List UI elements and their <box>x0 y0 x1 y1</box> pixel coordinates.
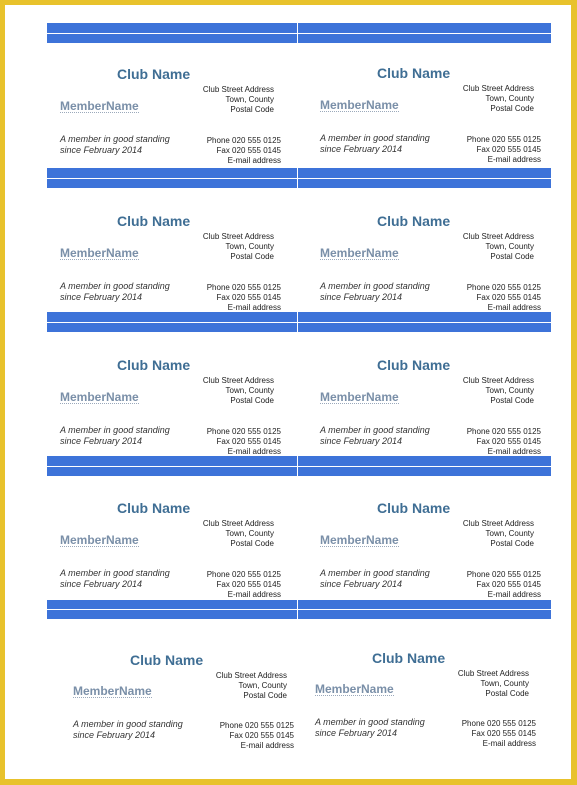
club-name: Club Name <box>117 213 191 229</box>
street-address: Club Street Address <box>202 85 274 94</box>
member-name: MemberName <box>320 533 399 547</box>
standing-text: A member in good standing since February 2014 <box>320 281 430 302</box>
email-address: E-mail address <box>227 590 281 599</box>
postal-code: Postal Code <box>490 104 534 113</box>
club-address <box>216 671 287 701</box>
standing-text: A member in good standing since February 2014 <box>60 568 170 589</box>
phone-number: Phone 020 555 0125 <box>206 136 281 145</box>
club-address <box>203 519 274 549</box>
contact-info <box>220 721 294 751</box>
street-address: Club Street Address <box>457 669 529 678</box>
fax-number: Fax 020 555 0145 <box>216 580 281 589</box>
email-address: E-mail address <box>487 155 541 164</box>
postal-code: Postal Code <box>485 689 529 698</box>
club-name: Club Name <box>377 65 451 81</box>
town-county: Town, County <box>485 242 534 251</box>
member-card <box>57 63 297 183</box>
email-address: E-mail address <box>487 303 541 312</box>
town-county: Town, County <box>238 681 287 690</box>
email-address: E-mail address <box>240 741 294 750</box>
town-county: Town, County <box>485 94 534 103</box>
fax-number: Fax 020 555 0145 <box>476 293 541 302</box>
street-address: Club Street Address <box>202 519 274 528</box>
fax-number: Fax 020 555 0145 <box>476 145 541 154</box>
club-address <box>203 85 274 115</box>
phone-number: Phone 020 555 0125 <box>466 283 541 292</box>
street-address: Club Street Address <box>202 232 274 241</box>
contact-info <box>207 427 281 457</box>
member-card <box>70 649 310 769</box>
member-card <box>317 497 557 617</box>
club-name: Club Name <box>117 500 191 516</box>
phone-number: Phone 020 555 0125 <box>466 570 541 579</box>
email-address: E-mail address <box>482 739 536 748</box>
postal-code: Postal Code <box>230 105 274 114</box>
club-address <box>203 232 274 262</box>
club-name: Club Name <box>130 652 204 668</box>
club-address <box>463 84 534 114</box>
club-address <box>463 376 534 406</box>
email-address: E-mail address <box>227 447 281 456</box>
email-address: E-mail address <box>227 303 281 312</box>
contact-info <box>207 136 281 166</box>
contact-info <box>207 283 281 313</box>
standing-text: A member in good standing since February 2014 <box>320 133 430 154</box>
standing-text: A member in good standing since February 2014 <box>60 134 170 155</box>
member-name: MemberName <box>60 99 139 113</box>
email-address: E-mail address <box>227 156 281 165</box>
postal-code: Postal Code <box>490 252 534 261</box>
town-county: Town, County <box>225 242 274 251</box>
fax-number: Fax 020 555 0145 <box>216 146 281 155</box>
standing-text: A member in good standing since February 2014 <box>73 719 183 740</box>
postal-code: Postal Code <box>490 539 534 548</box>
member-name: MemberName <box>60 533 139 547</box>
club-name: Club Name <box>372 650 446 666</box>
town-county: Town, County <box>225 95 274 104</box>
town-county: Town, County <box>225 386 274 395</box>
town-county: Town, County <box>225 529 274 538</box>
town-county: Town, County <box>485 529 534 538</box>
street-address: Club Street Address <box>462 376 534 385</box>
phone-number: Phone 020 555 0125 <box>206 427 281 436</box>
town-county: Town, County <box>485 386 534 395</box>
email-address: E-mail address <box>487 590 541 599</box>
phone-number: Phone 020 555 0125 <box>461 719 536 728</box>
postal-code: Postal Code <box>490 396 534 405</box>
member-name: MemberName <box>73 684 152 698</box>
phone-number: Phone 020 555 0125 <box>219 721 294 730</box>
member-card <box>317 354 557 474</box>
member-card <box>57 497 297 617</box>
fax-number: Fax 020 555 0145 <box>216 293 281 302</box>
club-name: Club Name <box>377 500 451 516</box>
fax-number: Fax 020 555 0145 <box>216 437 281 446</box>
postal-code: Postal Code <box>230 396 274 405</box>
street-address: Club Street Address <box>202 376 274 385</box>
fax-number: Fax 020 555 0145 <box>476 437 541 446</box>
club-name: Club Name <box>117 357 191 373</box>
club-name: Club Name <box>377 357 451 373</box>
fax-number: Fax 020 555 0145 <box>476 580 541 589</box>
separator-band-top <box>47 23 551 43</box>
fax-number: Fax 020 555 0145 <box>471 729 536 738</box>
standing-text: A member in good standing since February 2014 <box>315 717 425 738</box>
postal-code: Postal Code <box>230 252 274 261</box>
street-address: Club Street Address <box>462 84 534 93</box>
club-name: Club Name <box>377 213 451 229</box>
phone-number: Phone 020 555 0125 <box>206 570 281 579</box>
street-address: Club Street Address <box>462 519 534 528</box>
street-address: Club Street Address <box>462 232 534 241</box>
member-card <box>312 647 552 767</box>
member-card <box>57 210 297 330</box>
standing-text: A member in good standing since February 2014 <box>60 425 170 446</box>
standing-text: A member in good standing since February 2014 <box>320 568 430 589</box>
postal-code: Postal Code <box>243 691 287 700</box>
town-county: Town, County <box>480 679 529 688</box>
member-card <box>317 210 557 330</box>
member-name: MemberName <box>315 682 394 696</box>
member-card <box>317 62 557 182</box>
contact-info <box>462 719 536 749</box>
member-name: MemberName <box>60 246 139 260</box>
postal-code: Postal Code <box>230 539 274 548</box>
contact-info <box>207 570 281 600</box>
club-address <box>463 232 534 262</box>
street-address: Club Street Address <box>215 671 287 680</box>
club-address <box>203 376 274 406</box>
phone-number: Phone 020 555 0125 <box>466 135 541 144</box>
member-name: MemberName <box>60 390 139 404</box>
fax-number: Fax 020 555 0145 <box>229 731 294 740</box>
phone-number: Phone 020 555 0125 <box>466 427 541 436</box>
member-name: MemberName <box>320 98 399 112</box>
standing-text: A member in good standing since February 2014 <box>60 281 170 302</box>
email-address: E-mail address <box>487 447 541 456</box>
contact-info <box>467 570 541 600</box>
contact-info <box>467 427 541 457</box>
contact-info <box>467 135 541 165</box>
contact-info <box>467 283 541 313</box>
member-name: MemberName <box>320 390 399 404</box>
member-card <box>57 354 297 474</box>
club-address <box>463 519 534 549</box>
club-address <box>458 669 529 699</box>
club-name: Club Name <box>117 66 191 82</box>
member-name: MemberName <box>320 246 399 260</box>
standing-text: A member in good standing since February 2014 <box>320 425 430 446</box>
phone-number: Phone 020 555 0125 <box>206 283 281 292</box>
